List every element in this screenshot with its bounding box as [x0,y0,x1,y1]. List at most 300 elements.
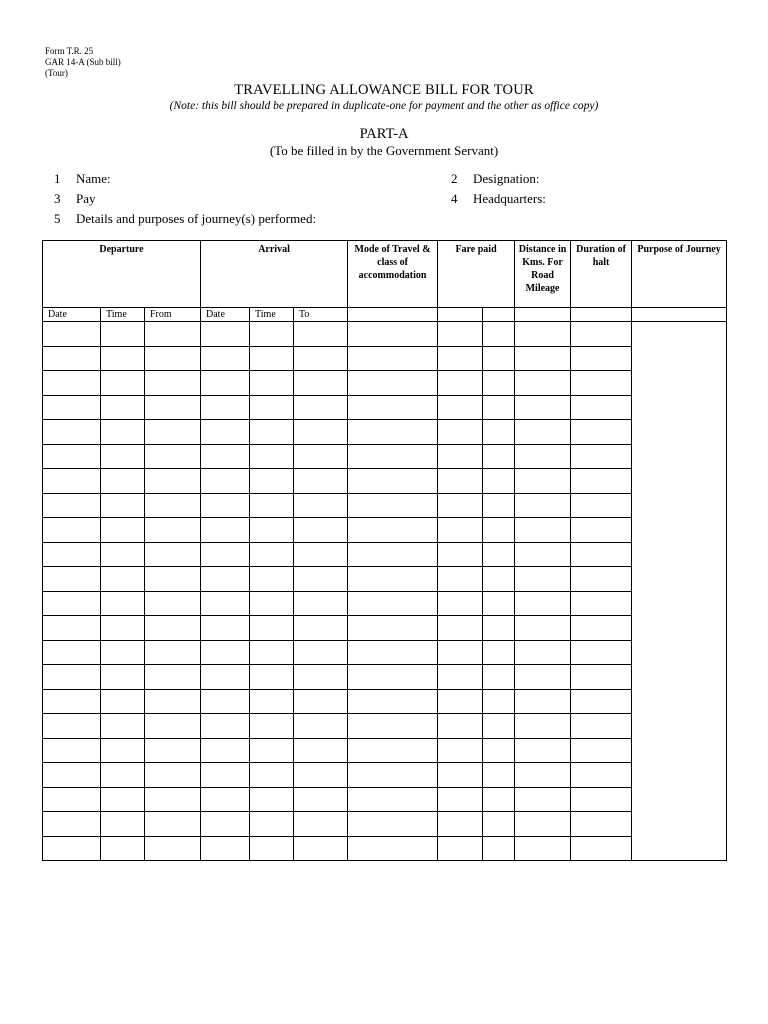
header-mode-of-travel: Mode of Travel & class of accommodation [348,241,438,308]
table-cell[interactable] [438,812,483,837]
table-cell[interactable] [294,591,348,616]
table-cell[interactable] [101,444,145,469]
table-cell[interactable] [201,665,250,690]
table-cell[interactable] [145,591,201,616]
field-label: Headquarters: [473,191,546,206]
table-cell[interactable] [201,346,250,371]
journey-table [42,240,727,861]
table-row [43,714,727,739]
table-cell[interactable] [294,518,348,543]
table-cell[interactable] [438,567,483,592]
table-cell[interactable] [438,322,483,347]
table-cell[interactable] [438,518,483,543]
table-cell[interactable] [250,444,294,469]
table-cell[interactable] [201,567,250,592]
table-cell[interactable] [145,714,201,739]
table-cell[interactable] [43,346,101,371]
table-cell[interactable] [483,689,515,714]
table-cell[interactable] [201,542,250,567]
table-cell[interactable] [145,371,201,396]
table-cell[interactable] [348,738,438,763]
table-cell[interactable] [294,640,348,665]
table-cell[interactable] [250,371,294,396]
field-designation[interactable] [451,171,539,187]
header-departure: Departure [43,241,201,308]
table-row [43,371,727,396]
table-cell[interactable] [43,836,101,861]
table-cell[interactable] [515,640,571,665]
table-cell[interactable] [515,714,571,739]
table-cell[interactable] [438,371,483,396]
table-cell[interactable] [571,322,632,347]
field-number: 5 [54,211,61,226]
table-cell[interactable] [201,420,250,445]
table-cell[interactable] [483,591,515,616]
field-label: Designation: [473,171,540,186]
note-text: (Note: this bill should be prepared in duplicate-one for payment and the other as office copy) [169,100,599,112]
table-cell[interactable] [515,763,571,788]
table-cell[interactable] [250,591,294,616]
table-cell[interactable] [515,322,571,347]
table-cell[interactable] [438,591,483,616]
subheader-arrival-date: Date [201,308,250,322]
table-cell[interactable] [101,542,145,567]
table-cell[interactable] [483,322,515,347]
table-cell[interactable] [348,836,438,861]
table-cell[interactable] [348,616,438,641]
table-cell[interactable] [145,836,201,861]
table-cell[interactable] [515,371,571,396]
table-cell[interactable] [571,567,632,592]
table-cell[interactable] [250,836,294,861]
table-cell[interactable] [348,395,438,420]
table-cell[interactable] [348,640,438,665]
table-cell[interactable] [201,763,250,788]
table-cell[interactable] [250,812,294,837]
table-cell[interactable] [438,714,483,739]
field-number: 4 [451,191,458,206]
table-cell[interactable] [250,322,294,347]
field-name[interactable] [54,171,111,187]
table-cell[interactable] [515,665,571,690]
table-cell[interactable] [145,493,201,518]
table-cell[interactable] [145,518,201,543]
table-cell[interactable] [348,346,438,371]
table-cell[interactable] [43,812,101,837]
table-cell[interactable] [438,395,483,420]
table-cell[interactable] [294,689,348,714]
table-cell[interactable] [43,738,101,763]
table-cell[interactable] [43,420,101,445]
table-cell[interactable] [145,665,201,690]
table-cell[interactable] [43,518,101,543]
table-cell[interactable] [571,542,632,567]
table-cell[interactable] [348,665,438,690]
table-cell[interactable] [348,567,438,592]
table-cell[interactable] [571,714,632,739]
table-cell[interactable] [438,763,483,788]
table-cell[interactable] [515,567,571,592]
table-row [43,493,727,518]
table-row [43,591,727,616]
table-cell[interactable] [294,322,348,347]
table-cell[interactable] [101,567,145,592]
table-header-row [43,241,727,308]
table-cell[interactable] [571,444,632,469]
table-cell[interactable] [348,689,438,714]
subheader-blank [515,308,571,322]
table-cell[interactable] [101,714,145,739]
table-cell[interactable] [348,763,438,788]
table-cell[interactable] [515,420,571,445]
subheader-arrival-time: Time [250,308,294,322]
table-cell[interactable] [101,787,145,812]
table-cell[interactable] [101,763,145,788]
table-cell[interactable] [348,371,438,396]
field-label: Pay [76,191,96,206]
table-cell[interactable] [294,469,348,494]
table-cell[interactable] [43,665,101,690]
table-row [43,395,727,420]
table-subheader-row [43,308,727,322]
table-cell[interactable] [571,518,632,543]
table-cell[interactable] [201,714,250,739]
table-cell[interactable] [348,444,438,469]
table-cell[interactable] [571,469,632,494]
table-cell[interactable] [483,714,515,739]
table-row [43,616,727,641]
table-cell[interactable] [294,542,348,567]
table-cell[interactable] [294,444,348,469]
table-cell[interactable] [201,518,250,543]
field-label: Name: [76,171,111,186]
table-cell[interactable] [515,812,571,837]
table-cell[interactable] [201,738,250,763]
subheader-blank [438,308,483,322]
subheader-arrival-to: To [294,308,348,322]
subheader-departure-date: Date [43,308,101,322]
table-cell[interactable] [145,640,201,665]
field-pay[interactable] [54,191,96,207]
table-cell[interactable] [43,567,101,592]
table-cell[interactable] [348,714,438,739]
table-row [43,542,727,567]
table-cell[interactable] [515,444,571,469]
table-cell[interactable] [43,616,101,641]
table-cell[interactable] [294,420,348,445]
table-cell[interactable] [101,591,145,616]
table-cell[interactable] [250,616,294,641]
table-cell[interactable] [101,420,145,445]
table-cell[interactable] [438,469,483,494]
table-cell[interactable] [250,395,294,420]
table-cell[interactable] [101,665,145,690]
table-cell[interactable] [43,444,101,469]
table-cell[interactable] [571,346,632,371]
table-cell[interactable] [438,665,483,690]
table-cell[interactable] [483,395,515,420]
table-cell[interactable] [571,395,632,420]
table-cell[interactable] [515,787,571,812]
subheader-departure-time: Time [101,308,145,322]
table-cell[interactable] [348,322,438,347]
table-cell[interactable] [483,542,515,567]
table-cell[interactable] [571,689,632,714]
field-headquarters[interactable] [451,191,546,207]
table-row [43,567,727,592]
table-cell[interactable] [294,738,348,763]
table-cell[interactable] [571,836,632,861]
table-cell[interactable] [438,738,483,763]
table-cell[interactable] [294,616,348,641]
table-cell[interactable] [145,420,201,445]
table-cell[interactable] [483,640,515,665]
table-cell[interactable] [483,420,515,445]
table-cell[interactable] [515,591,571,616]
table-cell[interactable] [145,346,201,371]
table-cell[interactable] [483,371,515,396]
table-cell[interactable] [250,787,294,812]
table-cell[interactable] [101,836,145,861]
table-cell[interactable] [145,567,201,592]
table-cell[interactable] [250,493,294,518]
table-cell[interactable] [483,665,515,690]
table-cell[interactable] [101,689,145,714]
table-cell[interactable] [571,420,632,445]
table-row [43,665,727,690]
table-cell[interactable] [145,469,201,494]
table-cell[interactable] [483,763,515,788]
table-cell[interactable] [571,591,632,616]
table-cell[interactable] [483,738,515,763]
table-cell[interactable] [483,836,515,861]
table-cell[interactable] [43,469,101,494]
table-cell[interactable] [438,493,483,518]
table-cell[interactable] [201,444,250,469]
table-cell[interactable] [250,763,294,788]
table-cell[interactable] [571,616,632,641]
table-cell[interactable] [294,763,348,788]
table-cell[interactable] [145,444,201,469]
form-reference [45,46,121,79]
table-row [43,812,727,837]
table-cell[interactable] [515,518,571,543]
table-cell[interactable] [571,371,632,396]
table-cell[interactable] [43,591,101,616]
table-cell[interactable] [101,469,145,494]
table-cell[interactable] [438,689,483,714]
table-cell[interactable] [515,689,571,714]
table-cell[interactable] [43,371,101,396]
table-cell[interactable] [145,763,201,788]
table-cell[interactable] [201,322,250,347]
table-cell[interactable] [438,616,483,641]
table-cell[interactable] [515,346,571,371]
header-fare-paid: Fare paid [438,241,515,308]
table-cell[interactable] [571,812,632,837]
table-cell[interactable] [145,395,201,420]
table-cell[interactable] [145,322,201,347]
table-cell[interactable] [43,714,101,739]
table-cell[interactable] [438,444,483,469]
table-cell[interactable] [250,542,294,567]
table-cell[interactable] [515,493,571,518]
table-cell[interactable] [348,493,438,518]
table-cell[interactable] [483,444,515,469]
table-cell[interactable] [145,787,201,812]
table-cell[interactable] [201,836,250,861]
table-cell[interactable] [438,420,483,445]
table-cell[interactable] [201,371,250,396]
table-cell[interactable] [348,591,438,616]
table-cell[interactable] [515,542,571,567]
table-cell[interactable] [483,616,515,641]
table-cell[interactable] [438,787,483,812]
table-cell[interactable] [294,787,348,812]
table-cell[interactable] [294,714,348,739]
table-cell[interactable] [43,763,101,788]
table-cell[interactable] [145,542,201,567]
table-cell[interactable] [201,493,250,518]
table-cell[interactable] [348,787,438,812]
table-cell[interactable] [250,689,294,714]
table-cell[interactable] [43,322,101,347]
header-arrival: Arrival [201,241,348,308]
table-cell[interactable] [438,346,483,371]
table-cell[interactable] [483,567,515,592]
table-cell[interactable] [294,836,348,861]
table-cell[interactable] [515,738,571,763]
table-cell[interactable] [348,420,438,445]
table-cell[interactable] [294,371,348,396]
table-cell[interactable] [294,346,348,371]
table-cell[interactable] [250,567,294,592]
field-label: Details and purposes of journey(s) performed: [76,211,317,226]
form-gar: GAR 14-A (Sub bill) [45,57,121,67]
table-cell[interactable] [101,371,145,396]
table-cell[interactable] [294,812,348,837]
table-cell[interactable] [483,493,515,518]
table-cell[interactable] [201,812,250,837]
table-cell[interactable] [250,469,294,494]
header-distance: Distance in Kms. For Road Mileage [515,241,571,308]
table-cell[interactable] [101,322,145,347]
table-row [43,420,727,445]
table-cell[interactable] [145,738,201,763]
table-cell[interactable] [250,738,294,763]
table-row [43,346,727,371]
table-cell[interactable] [294,493,348,518]
table-cell[interactable] [201,469,250,494]
table-cell[interactable] [294,395,348,420]
table-cell[interactable] [571,665,632,690]
purpose-cell[interactable] [632,322,727,861]
table-cell[interactable] [515,395,571,420]
table-cell[interactable] [348,812,438,837]
table-cell[interactable] [201,395,250,420]
table-row [43,689,727,714]
table-cell[interactable] [43,640,101,665]
table-cell[interactable] [483,787,515,812]
table-cell[interactable] [101,812,145,837]
table-cell[interactable] [101,518,145,543]
table-cell[interactable] [250,665,294,690]
table-cell[interactable] [201,616,250,641]
table-cell[interactable] [101,395,145,420]
header-purpose: Purpose of Journey [632,241,727,308]
table-cell[interactable] [571,493,632,518]
table-cell[interactable] [438,640,483,665]
table-cell[interactable] [250,346,294,371]
table-cell[interactable] [571,763,632,788]
table-row [43,836,727,861]
header-duration: Duration of halt [571,241,632,308]
table-cell[interactable] [250,640,294,665]
subheader-blank [571,308,632,322]
table-row [43,763,727,788]
table-row [43,518,727,543]
table-cell[interactable] [43,493,101,518]
table-cell[interactable] [250,518,294,543]
table-cell[interactable] [571,738,632,763]
table-cell[interactable] [101,493,145,518]
table-cell[interactable] [348,542,438,567]
table-cell[interactable] [43,395,101,420]
field-journey-details [54,211,316,227]
table-cell[interactable] [101,738,145,763]
table-cell[interactable] [201,591,250,616]
table-cell[interactable] [250,714,294,739]
table-cell[interactable] [294,567,348,592]
table-row [43,787,727,812]
table-cell[interactable] [348,518,438,543]
table-cell[interactable] [515,836,571,861]
part-heading: PART-A [359,126,409,142]
table-cell[interactable] [515,469,571,494]
table-row [43,469,727,494]
table-cell[interactable] [515,616,571,641]
table-cell[interactable] [483,812,515,837]
field-number: 2 [451,171,458,186]
table-cell[interactable] [483,346,515,371]
table-cell[interactable] [145,689,201,714]
table-cell[interactable] [348,469,438,494]
field-number: 3 [54,191,61,206]
table-cell[interactable] [438,542,483,567]
table-cell[interactable] [250,420,294,445]
table-cell[interactable] [101,616,145,641]
table-cell[interactable] [201,640,250,665]
table-cell[interactable] [438,836,483,861]
table-cell[interactable] [483,469,515,494]
table-cell[interactable] [101,346,145,371]
table-cell[interactable] [43,689,101,714]
table-row [43,322,727,347]
table-cell[interactable] [571,640,632,665]
table-cell[interactable] [43,787,101,812]
table-cell[interactable] [145,616,201,641]
table-cell[interactable] [201,689,250,714]
table-cell[interactable] [483,518,515,543]
table-cell[interactable] [145,812,201,837]
table-cell[interactable] [43,542,101,567]
table-row [43,640,727,665]
table-cell[interactable] [571,787,632,812]
table-cell[interactable] [294,665,348,690]
table-cell[interactable] [101,640,145,665]
table-cell[interactable] [201,787,250,812]
subheader-departure-from: From [145,308,201,322]
